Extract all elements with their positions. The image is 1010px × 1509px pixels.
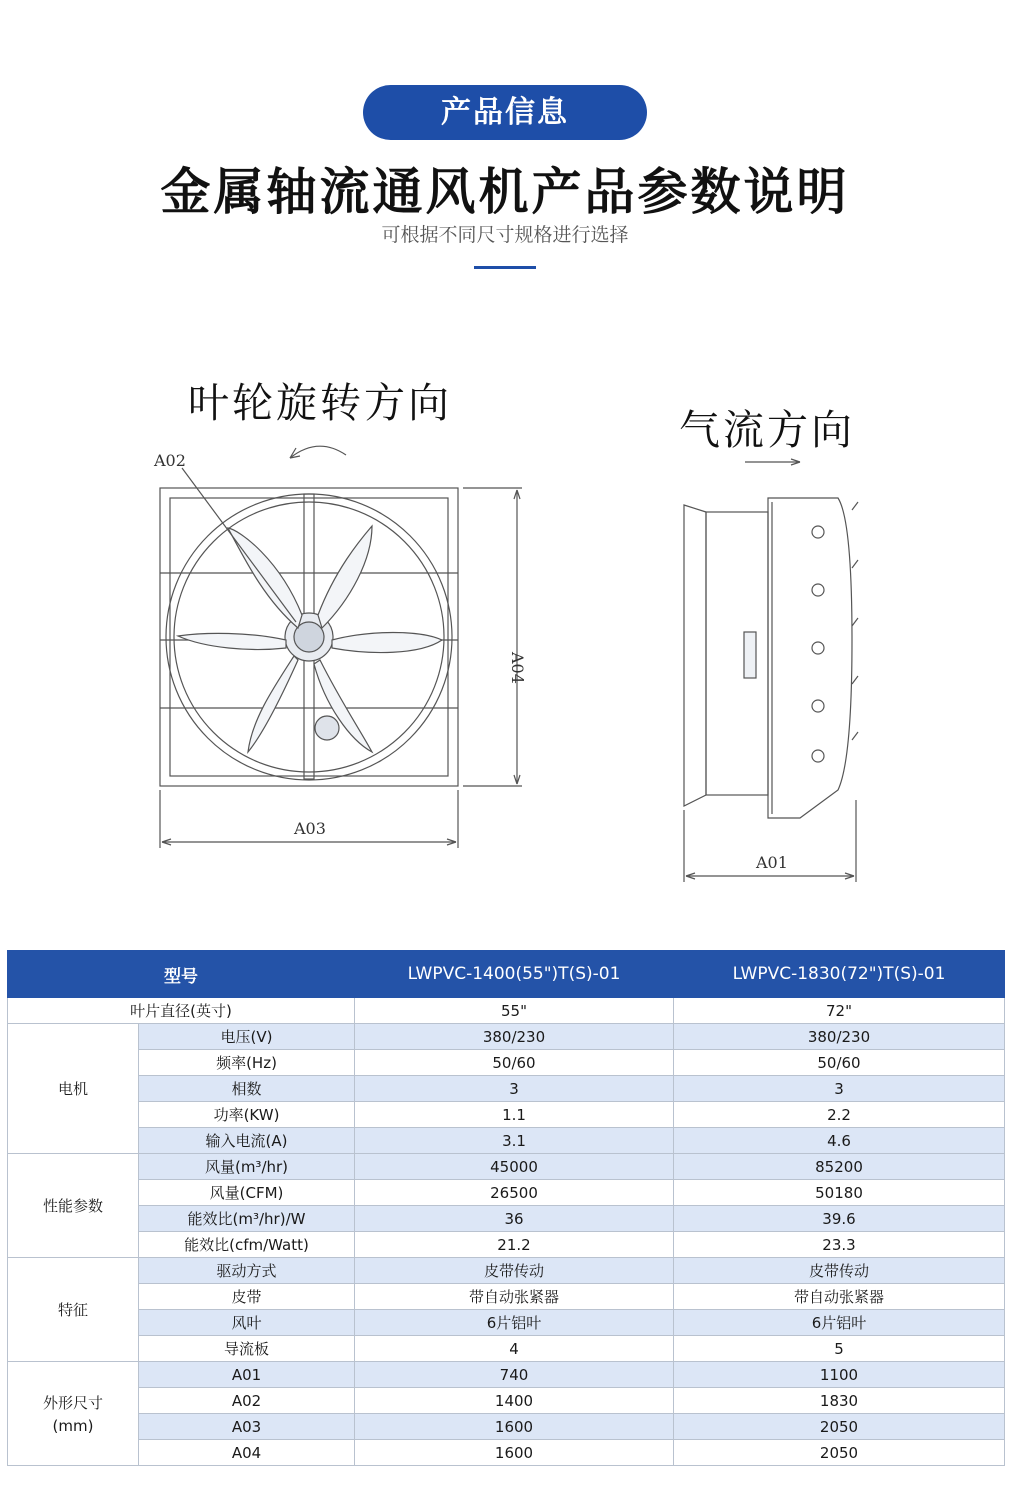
- group-name: 电机: [57, 1080, 88, 1098]
- table-row: [8, 1258, 1005, 1284]
- table-cell: 21.2: [355, 1232, 674, 1258]
- group-label: [8, 1362, 139, 1466]
- row-label: 能效比(cfm/Watt): [139, 1232, 355, 1258]
- dim-a03-label: A03: [294, 819, 326, 838]
- table-cell: 4: [355, 1336, 674, 1362]
- table-cell: 45000: [355, 1154, 674, 1180]
- table-cell: 50180: [674, 1180, 1005, 1206]
- model-header: 型号: [8, 951, 355, 998]
- table-cell: 85200: [674, 1154, 1005, 1180]
- table-cell: 4.6: [674, 1128, 1005, 1154]
- table-row: [8, 1154, 1005, 1180]
- table-row: [8, 1362, 1005, 1388]
- table-cell: 6片铝叶: [355, 1310, 674, 1336]
- table-cell: 740: [355, 1362, 674, 1388]
- table-cell: 50/60: [355, 1050, 674, 1076]
- table-cell: 1830: [674, 1388, 1005, 1414]
- table-cell: 36: [355, 1206, 674, 1232]
- spec-table: [7, 950, 1005, 1466]
- group-label: [8, 1258, 139, 1362]
- table-cell: 23.3: [674, 1232, 1005, 1258]
- airflow-direction-label: 气流方向: [679, 406, 855, 454]
- dim-a04-label: A04: [508, 652, 527, 684]
- table-cell: 55": [355, 998, 674, 1024]
- dim-a02-label: A02: [154, 451, 186, 470]
- table-cell: 1100: [674, 1362, 1005, 1388]
- model2-header: LWPVC-1830(72")T(S)-01: [674, 951, 1005, 998]
- group-unit: (mm): [52, 1417, 94, 1435]
- table-cell: 1400: [355, 1388, 674, 1414]
- table-row: [8, 1102, 1005, 1128]
- table-cell: 2050: [674, 1440, 1005, 1466]
- table-row: [8, 1310, 1005, 1336]
- model1-header: LWPVC-1400(55")T(S)-01: [355, 951, 674, 998]
- group-name: 特征: [57, 1301, 88, 1319]
- row-label: 皮带: [139, 1284, 355, 1310]
- table-cell: 带自动张紧器: [355, 1284, 674, 1310]
- table-cell: 2050: [674, 1414, 1005, 1440]
- blade-diameter-label: 叶片直径(英寸): [8, 998, 355, 1024]
- table-cell: 1600: [355, 1414, 674, 1440]
- fan-front-view: [160, 468, 458, 786]
- table-row: [8, 998, 1005, 1024]
- table-row: [8, 1232, 1005, 1258]
- table-row: [8, 1206, 1005, 1232]
- table-row: [8, 1414, 1005, 1440]
- row-label: 输入电流(A): [139, 1128, 355, 1154]
- page-subtitle: 可根据不同尺寸规格进行选择: [381, 224, 629, 246]
- row-label: 能效比(m³/hr)/W: [139, 1206, 355, 1232]
- row-label: 功率(KW): [139, 1102, 355, 1128]
- table-cell: 6片铝叶: [674, 1310, 1005, 1336]
- table-row: [8, 1440, 1005, 1466]
- table-cell: 皮带传动: [355, 1258, 674, 1284]
- table-cell: 3: [355, 1076, 674, 1102]
- row-label: 电压(V): [139, 1024, 355, 1050]
- group-label: [8, 1024, 139, 1154]
- row-label: A01: [139, 1362, 355, 1388]
- row-label: A02: [139, 1388, 355, 1414]
- table-header-row: [8, 951, 1005, 998]
- table-cell: 2.2: [674, 1102, 1005, 1128]
- row-label: 相数: [139, 1076, 355, 1102]
- table-row: [8, 1336, 1005, 1362]
- table-row: [8, 1050, 1005, 1076]
- table-cell: 50/60: [674, 1050, 1005, 1076]
- group-name: 性能参数: [42, 1197, 103, 1215]
- table-cell: 1.1: [355, 1102, 674, 1128]
- table-cell: 皮带传动: [674, 1258, 1005, 1284]
- rotation-direction-label: 叶轮旋转方向: [188, 379, 452, 427]
- table-row: [8, 1284, 1005, 1310]
- table-cell: 72": [674, 998, 1005, 1024]
- dim-a01-label: A01: [756, 853, 788, 872]
- table-cell: 带自动张紧器: [674, 1284, 1005, 1310]
- table-cell: 39.6: [674, 1206, 1005, 1232]
- table-row: [8, 1388, 1005, 1414]
- table-cell: 3.1: [355, 1128, 674, 1154]
- table-row: [8, 1076, 1005, 1102]
- table-cell: 3: [674, 1076, 1005, 1102]
- row-label: 风量(CFM): [139, 1180, 355, 1206]
- fan-side-view: [684, 498, 858, 818]
- table-row: [8, 1180, 1005, 1206]
- table-cell: 380/230: [674, 1024, 1005, 1050]
- row-label: 频率(Hz): [139, 1050, 355, 1076]
- row-label: 导流板: [139, 1336, 355, 1362]
- row-label: 驱动方式: [139, 1258, 355, 1284]
- row-label: A04: [139, 1440, 355, 1466]
- table-cell: 5: [674, 1336, 1005, 1362]
- row-label: 风量(m³/hr): [139, 1154, 355, 1180]
- table-row: [8, 1024, 1005, 1050]
- section-badge: 产品信息: [363, 85, 647, 140]
- row-label: 风叶: [139, 1310, 355, 1336]
- table-cell: 26500: [355, 1180, 674, 1206]
- group-label: [8, 1154, 139, 1258]
- table-row: [8, 1128, 1005, 1154]
- group-name: 外形尺寸: [42, 1394, 103, 1412]
- table-cell: 380/230: [355, 1024, 674, 1050]
- table-cell: 1600: [355, 1440, 674, 1466]
- row-label: A03: [139, 1414, 355, 1440]
- page-title: 金属轴流通风机产品参数说明: [160, 163, 850, 221]
